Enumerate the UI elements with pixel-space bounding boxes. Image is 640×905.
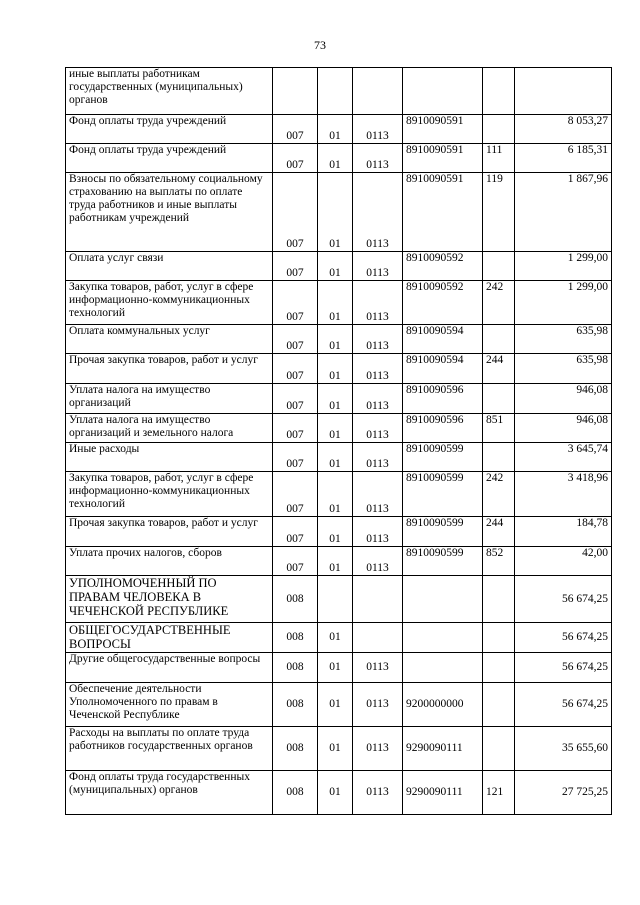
row-csr-cell: 8910090592 xyxy=(403,281,483,325)
row-vr-cell: 121 xyxy=(483,771,515,815)
row-rz-cell: 01 xyxy=(318,547,353,576)
row-name-cell: Расходы на выплаты по оплате труда работников государственных органов xyxy=(66,727,273,771)
table-row xyxy=(66,517,612,547)
row-gr-cell: 007 xyxy=(273,547,318,576)
row-pr-cell: 0113 xyxy=(353,384,403,414)
table-row xyxy=(66,771,612,815)
row-gr-cell: 007 xyxy=(273,472,318,517)
row-gr-cell: 008 xyxy=(273,683,318,727)
row-sum-cell: 184,78 xyxy=(515,517,612,547)
row-gr-cell: 007 xyxy=(273,443,318,472)
row-vr-cell: 244 xyxy=(483,517,515,547)
row-rz-cell: 01 xyxy=(318,414,353,443)
table-row xyxy=(66,281,612,325)
row-rz-cell: 01 xyxy=(318,683,353,727)
row-csr-cell: 8910090599 xyxy=(403,472,483,517)
row-vr-cell: 111 xyxy=(483,144,515,173)
row-rz-cell: 01 xyxy=(318,173,353,252)
table-row xyxy=(66,414,612,443)
row-pr-cell: 0113 xyxy=(353,683,403,727)
row-vr-cell: 242 xyxy=(483,281,515,325)
table-row xyxy=(66,354,612,384)
row-pr-cell: 0113 xyxy=(353,354,403,384)
row-vr-cell: 851 xyxy=(483,414,515,443)
table-row xyxy=(66,252,612,281)
row-rz-cell: 01 xyxy=(318,771,353,815)
table-row xyxy=(66,683,612,727)
row-name-cell: Другие общегосударственные вопросы xyxy=(66,653,273,683)
row-sum-cell: 56 674,25 xyxy=(515,683,612,727)
row-csr-cell: 8910090592 xyxy=(403,252,483,281)
row-vr-cell xyxy=(483,623,515,653)
row-pr-cell: 0113 xyxy=(353,173,403,252)
row-vr-cell xyxy=(483,443,515,472)
table-row xyxy=(66,68,612,115)
row-gr-cell: 007 xyxy=(273,173,318,252)
row-rz-cell: 01 xyxy=(318,517,353,547)
row-name-cell: ОБЩЕГОСУДАРСТВЕННЫЕ ВОПРОСЫ xyxy=(66,623,273,653)
row-rz-cell: 01 xyxy=(318,384,353,414)
row-vr-cell: 852 xyxy=(483,547,515,576)
row-sum-cell: 1 867,96 xyxy=(515,173,612,252)
budget-table xyxy=(65,67,612,815)
row-vr-cell xyxy=(483,683,515,727)
row-gr-cell: 007 xyxy=(273,115,318,144)
table-row xyxy=(66,472,612,517)
row-csr-cell xyxy=(403,576,483,623)
table-row xyxy=(66,173,612,252)
row-gr-cell: 007 xyxy=(273,325,318,354)
row-rz-cell: 01 xyxy=(318,325,353,354)
row-sum-cell: 635,98 xyxy=(515,354,612,384)
row-rz-cell xyxy=(318,68,353,115)
row-gr-cell: 007 xyxy=(273,354,318,384)
row-vr-cell: 244 xyxy=(483,354,515,384)
row-csr-cell xyxy=(403,68,483,115)
row-name-cell: Закупка товаров, работ, услуг в сфере информационно-коммуникационных технологий xyxy=(66,472,273,517)
row-csr-cell: 8910090599 xyxy=(403,443,483,472)
row-csr-cell: 9200000000 xyxy=(403,683,483,727)
row-rz-cell: 01 xyxy=(318,354,353,384)
row-name-cell: Прочая закупка товаров, работ и услуг xyxy=(66,354,273,384)
table-row xyxy=(66,576,612,623)
row-sum-cell: 56 674,25 xyxy=(515,576,612,623)
row-name-cell: УПОЛНОМОЧЕННЫЙ ПО ПРАВАМ ЧЕЛОВЕКА В ЧЕЧЕНСКОЙ РЕСПУБЛИКЕ xyxy=(66,576,273,623)
row-name-cell: Уплата налога на имущество организаций и земельного налога xyxy=(66,414,273,443)
row-csr-cell: 8910090594 xyxy=(403,354,483,384)
row-name-cell: Иные расходы xyxy=(66,443,273,472)
row-gr-cell: 007 xyxy=(273,252,318,281)
table-row xyxy=(66,115,612,144)
row-csr-cell: 8910090591 xyxy=(403,173,483,252)
table-row xyxy=(66,653,612,683)
row-csr-cell: 9290090111 xyxy=(403,727,483,771)
row-pr-cell: 0113 xyxy=(353,771,403,815)
row-pr-cell: 0113 xyxy=(353,414,403,443)
row-vr-cell xyxy=(483,653,515,683)
row-pr-cell: 0113 xyxy=(353,144,403,173)
row-sum-cell: 946,08 xyxy=(515,414,612,443)
row-rz-cell: 01 xyxy=(318,252,353,281)
row-rz-cell: 01 xyxy=(318,144,353,173)
row-gr-cell: 007 xyxy=(273,517,318,547)
row-vr-cell xyxy=(483,115,515,144)
row-pr-cell xyxy=(353,623,403,653)
row-gr-cell: 008 xyxy=(273,727,318,771)
row-gr-cell: 008 xyxy=(273,653,318,683)
row-gr-cell: 007 xyxy=(273,281,318,325)
row-csr-cell: 8910090599 xyxy=(403,547,483,576)
row-name-cell: Уплата налога на имущество организаций xyxy=(66,384,273,414)
row-name-cell: Фонд оплаты труда учреждений xyxy=(66,115,273,144)
row-rz-cell: 01 xyxy=(318,443,353,472)
row-sum-cell: 42,00 xyxy=(515,547,612,576)
row-name-cell: Уплата прочих налогов, сборов xyxy=(66,547,273,576)
row-sum-cell: 6 185,31 xyxy=(515,144,612,173)
row-sum-cell: 1 299,00 xyxy=(515,281,612,325)
row-pr-cell: 0113 xyxy=(353,517,403,547)
row-vr-cell xyxy=(483,252,515,281)
row-vr-cell: 242 xyxy=(483,472,515,517)
row-sum-cell: 27 725,25 xyxy=(515,771,612,815)
row-pr-cell: 0113 xyxy=(353,325,403,354)
row-vr-cell xyxy=(483,384,515,414)
page-number: 73 xyxy=(314,38,326,52)
row-name-cell: Взносы по обязательному социальному страхованию на выплаты по оплате труда работников и иные выплаты работникам учреждений xyxy=(66,173,273,252)
row-pr-cell: 0113 xyxy=(353,472,403,517)
table-row xyxy=(66,384,612,414)
row-rz-cell: 01 xyxy=(318,727,353,771)
row-pr-cell: 0113 xyxy=(353,547,403,576)
row-pr-cell: 0113 xyxy=(353,115,403,144)
row-rz-cell xyxy=(318,576,353,623)
row-sum-cell: 56 674,25 xyxy=(515,623,612,653)
row-csr-cell: 8910090599 xyxy=(403,517,483,547)
row-pr-cell: 0113 xyxy=(353,653,403,683)
row-sum-cell: 1 299,00 xyxy=(515,252,612,281)
row-sum-cell: 8 053,27 xyxy=(515,115,612,144)
row-csr-cell: 8910090596 xyxy=(403,414,483,443)
row-vr-cell xyxy=(483,325,515,354)
row-vr-cell xyxy=(483,576,515,623)
row-rz-cell: 01 xyxy=(318,115,353,144)
row-vr-cell xyxy=(483,68,515,115)
row-vr-cell: 119 xyxy=(483,173,515,252)
row-gr-cell: 007 xyxy=(273,414,318,443)
row-csr-cell: 8910090591 xyxy=(403,144,483,173)
row-gr-cell xyxy=(273,68,318,115)
table-row xyxy=(66,547,612,576)
row-csr-cell: 9290090111 xyxy=(403,771,483,815)
row-name-cell: Фонд оплаты труда учреждений xyxy=(66,144,273,173)
table-row xyxy=(66,623,612,653)
row-csr-cell xyxy=(403,653,483,683)
row-pr-cell: 0113 xyxy=(353,443,403,472)
row-gr-cell: 008 xyxy=(273,576,318,623)
row-sum-cell: 946,08 xyxy=(515,384,612,414)
row-rz-cell: 01 xyxy=(318,623,353,653)
row-name-cell: Обеспечение деятельности Уполномоченного по правам в Чеченской Республике xyxy=(66,683,273,727)
row-rz-cell: 01 xyxy=(318,653,353,683)
row-gr-cell: 008 xyxy=(273,623,318,653)
row-sum-cell xyxy=(515,68,612,115)
row-pr-cell xyxy=(353,576,403,623)
row-vr-cell xyxy=(483,727,515,771)
table-row xyxy=(66,325,612,354)
row-sum-cell: 635,98 xyxy=(515,325,612,354)
row-csr-cell xyxy=(403,623,483,653)
row-pr-cell xyxy=(353,68,403,115)
row-csr-cell: 8910090594 xyxy=(403,325,483,354)
row-rz-cell: 01 xyxy=(318,472,353,517)
table-row xyxy=(66,443,612,472)
row-csr-cell: 8910090591 xyxy=(403,115,483,144)
row-name-cell: Оплата коммунальных услуг xyxy=(66,325,273,354)
table-row xyxy=(66,144,612,173)
row-sum-cell: 56 674,25 xyxy=(515,653,612,683)
row-pr-cell: 0113 xyxy=(353,281,403,325)
row-rz-cell: 01 xyxy=(318,281,353,325)
row-sum-cell: 35 655,60 xyxy=(515,727,612,771)
table-row xyxy=(66,727,612,771)
row-sum-cell: 3 645,74 xyxy=(515,443,612,472)
row-gr-cell: 007 xyxy=(273,144,318,173)
row-pr-cell: 0113 xyxy=(353,727,403,771)
row-pr-cell: 0113 xyxy=(353,252,403,281)
row-name-cell: Закупка товаров, работ, услуг в сфере информационно-коммуникационных технологий xyxy=(66,281,273,325)
row-name-cell: Прочая закупка товаров, работ и услуг xyxy=(66,517,273,547)
row-sum-cell: 3 418,96 xyxy=(515,472,612,517)
row-csr-cell: 8910090596 xyxy=(403,384,483,414)
row-name-cell: Фонд оплаты труда государственных (муниципальных) органов xyxy=(66,771,273,815)
row-gr-cell: 007 xyxy=(273,384,318,414)
row-gr-cell: 008 xyxy=(273,771,318,815)
row-name-cell: Оплата услуг связи xyxy=(66,252,273,281)
row-name-cell: иные выплаты работникам государственных (муниципальных) органов xyxy=(66,68,273,115)
